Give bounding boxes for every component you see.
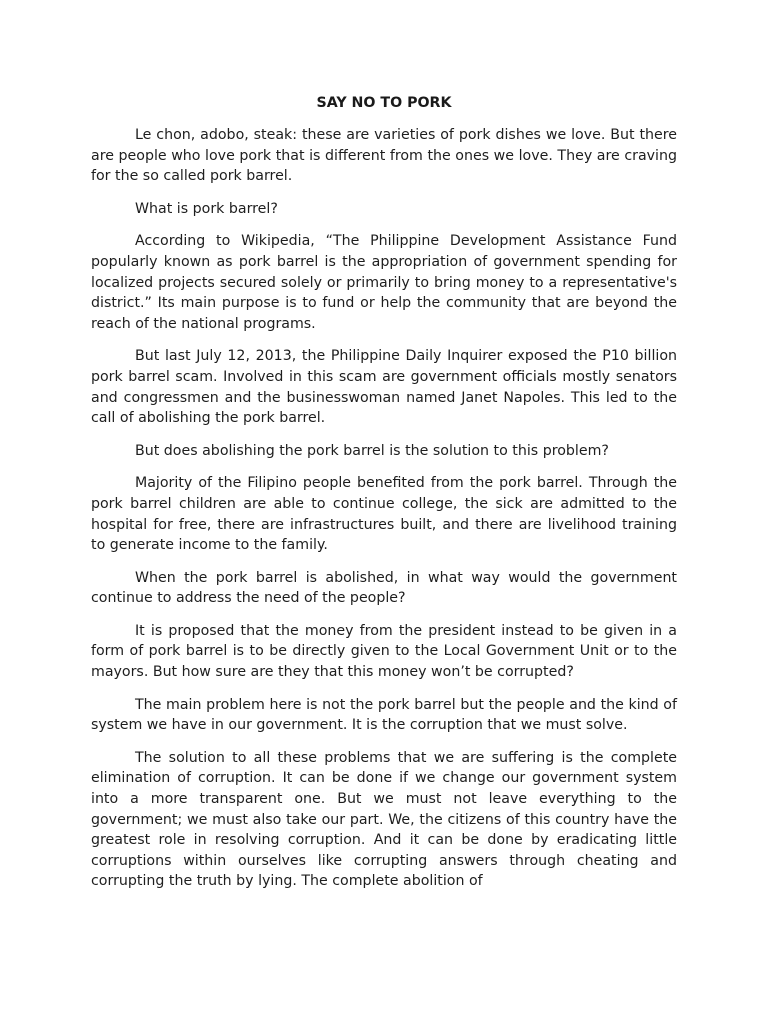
- paragraph: According to Wikipedia, “The Philippine Development Assistance Fund popularly known as pork barrel is the appropriation of government spending for localized projects secured solely or primarily to bring money to a representative's district.” Its main purpose is to fund or help the community that are beyond the reach of the national programs.: [91, 233, 677, 332]
- paragraph: But last July 12, 2013, the Philippine Daily Inquirer exposed the P10 billion pork barrel scam. Involved in this scam are government officials mostly senators and congressmen and the businesswoman named Janet Napoles. This led to the call of abolishing the pork barrel.: [91, 348, 677, 427]
- document-title: SAY NO TO PORK: [316, 95, 452, 111]
- paragraph: The solution to all these problems that we are suffering is the complete elimination of corruption. It can be done if we change our government system into a more transparent one. But we must not leave everything to the government; we must also take our part. We, the citizens of this country have the greatest role in resolving corruption. And it can be done by eradicating little corruptions within ourselves like corrupting answers through cheating and corrupting the truth by lying. The complete abolition of: [91, 749, 677, 890]
- paragraph: It is proposed that the money from the president instead to be given in a form of pork barrel is to be directly given to the Local Government Unit or to the mayors. But how sure are they that this money won’t be corrupted?: [91, 622, 677, 681]
- paragraph: Majority of the Filipino people benefited from the pork barrel. Through the pork barrel children are able to continue college, the sick are admitted to the hospital for free, there are infrastructures built, and there are livelihood training to generate income to the family.: [91, 475, 677, 554]
- document-body: [91, 125, 677, 892]
- paragraph: The main problem here is not the pork barrel but the people and the kind of system we have in our government. It is the corruption that we must solve.: [91, 696, 677, 734]
- paragraph: Le chon, adobo, steak: these are varieties of pork dishes we love. But there are people who love pork that is different from the ones we love. They are craving for the so called pork barrel.: [91, 127, 677, 185]
- paragraph: But does abolishing the pork barrel is the solution to this problem?: [135, 442, 609, 459]
- paragraph: When the pork barrel is abolished, in what way would the government continue to address the need of the people?: [91, 569, 677, 607]
- paragraph: What is pork barrel?: [135, 200, 278, 217]
